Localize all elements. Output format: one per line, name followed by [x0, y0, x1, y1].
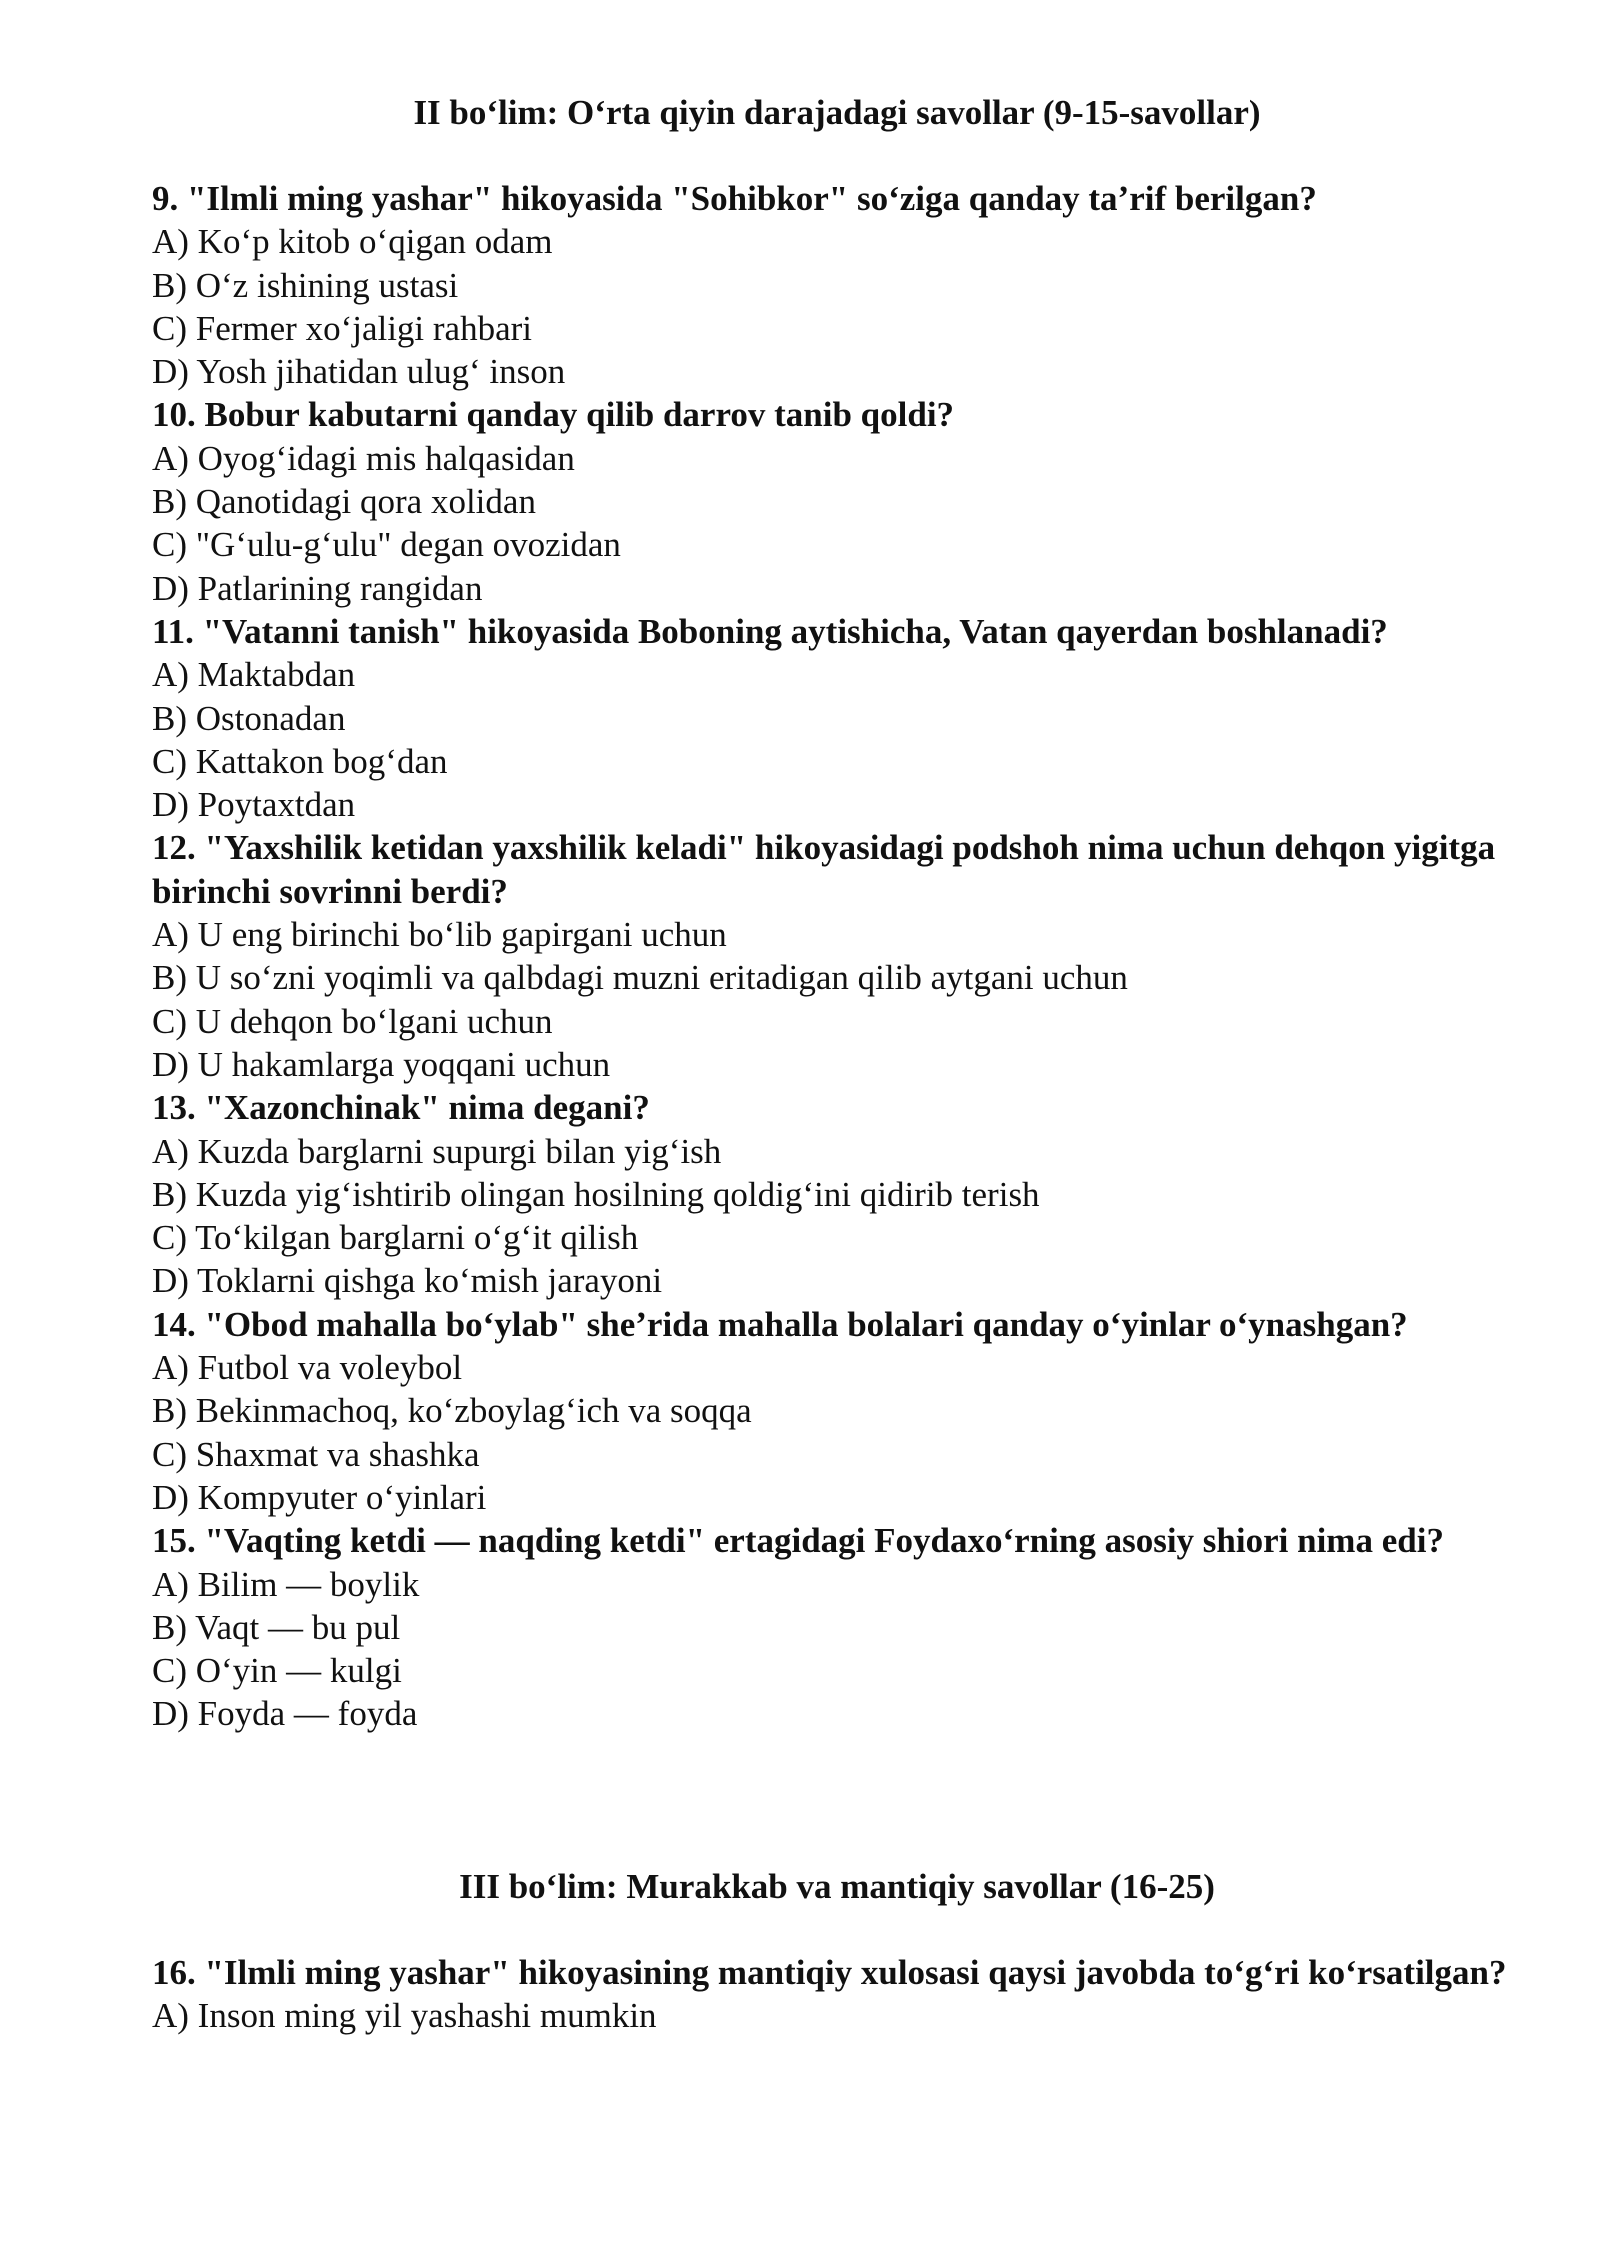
question-12-option-a: A) U eng birinchi boʻlib gapirgani uchun: [152, 915, 727, 955]
question-15: 15. "Vaqting ketdi — naqding ketdi" ertagidagi Foydaxoʻrning asosiy shiori nima edi?: [152, 1521, 1444, 1561]
question-10-option-b: B) Qanotidagi qora xolidan: [152, 482, 536, 522]
question-14-option-c: C) Shaxmat va shashka: [152, 1434, 480, 1474]
question-block-16: [152, 1951, 1522, 2038]
question-12: 12. "Yaxshilik ketidan yaxshilik keladi" hikoyasidagi podshoh nima uchun dehqon yigitga birinchi sovrinni berdi?: [152, 828, 1496, 911]
question-14-option-b: B) Bekinmachoq, koʻzboylagʻich va soqqa: [152, 1391, 752, 1431]
question-15-option-b: B) Vaqt — bu pul: [152, 1607, 401, 1647]
question-10-option-d: D) Patlarining rangidan: [152, 568, 483, 608]
question-9-option-a: A) Koʻp kitob oʻqigan odam: [152, 222, 553, 262]
question-10-option-c: C) "Gʻulu-gʻulu" degan ovozidan: [152, 525, 621, 565]
question-9: 9. "Ilmli ming yashar" hikoyasida "Sohibkor" soʻziga qanday taʼrif berilgan?: [152, 179, 1317, 218]
question-14: 14. "Obod mahalla boʻylab" sheʼrida mahalla bolalari qanday oʻyinlar oʻynashgan?: [152, 1304, 1408, 1344]
question-11-option-d: D) Poytaxtdan: [152, 785, 356, 825]
question-block-15: [152, 1519, 1522, 1735]
question-11-option-c: C) Kattakon bogʻdan: [152, 741, 448, 781]
question-15-option-d: D) Foyda — foyda: [152, 1694, 418, 1734]
question-11-option-b: B) Ostonadan: [152, 698, 346, 738]
question-13: 13. "Xazonchinak" nima degani?: [152, 1088, 650, 1128]
question-block-12: [152, 826, 1522, 1086]
spacer: [152, 1736, 1522, 1865]
question-12-option-d: D) U hakamlarga yoqqani uchun: [152, 1044, 611, 1084]
question-9-option-d: D) Yosh jihatidan ulugʻ inson: [152, 352, 566, 392]
document-content: [152, 91, 1522, 2037]
question-13-option-b: B) Kuzda yigʻishtirib olingan hosilning qoldigʻini qidirib terish: [152, 1174, 1040, 1214]
question-11: 11. "Vatanni tanish" hikoyasida Boboning aytishicha, Vatan qayerdan boshlanadi?: [152, 611, 1388, 651]
question-15-option-c: C) Oʻyin — kulgi: [152, 1651, 402, 1691]
section-3-heading: III boʻlim: Murakkab va mantiqiy savollar (16-25): [459, 1866, 1215, 1906]
question-14-option-a: A) Futbol va voleybol: [152, 1348, 463, 1388]
spacer: [152, 134, 1522, 177]
question-15-option-a: A) Bilim — boylik: [152, 1564, 420, 1604]
spacer: [152, 1908, 1522, 1951]
question-block-11: [152, 610, 1522, 826]
question-9-option-b: B) Oʻz ishining ustasi: [152, 265, 459, 305]
question-block-14: [152, 1303, 1522, 1519]
question-14-option-d: D) Kompyuter oʻyinlari: [152, 1477, 487, 1517]
question-13-option-d: D) Toklarni qishga koʻmish jarayoni: [152, 1261, 663, 1301]
question-11-option-a: A) Maktabdan: [152, 655, 356, 695]
question-block-10: [152, 393, 1522, 609]
question-16-option-a: A) Inson ming yil yashashi mumkin: [152, 1995, 657, 2035]
question-10: 10. Bobur kabutarni qanday qilib darrov tanib qoldi?: [152, 395, 955, 435]
question-13-option-c: C) Toʻkilgan barglarni oʻgʻit qilish: [152, 1218, 639, 1258]
question-13-option-a: A) Kuzda barglarni supurgi bilan yigʻish: [152, 1131, 722, 1171]
question-16: 16. "Ilmli ming yashar" hikoyasining mantiqiy xulosasi qaysi javobda toʻgʻri koʻrsatilgan?: [152, 1952, 1507, 1992]
section-2-heading: II boʻlim: Oʻrta qiyin darajadagi savollar (9-15-savollar): [413, 93, 1261, 132]
question-block-13: [152, 1086, 1522, 1302]
question-12-option-c: C) U dehqon boʻlgani uchun: [152, 1001, 553, 1041]
question-block-9: [152, 177, 1522, 393]
question-10-option-a: A) Oyogʻidagi mis halqasidan: [152, 438, 575, 478]
question-9-option-c: C) Fermer xoʻjaligi rahbari: [152, 308, 533, 348]
question-12-option-b: B) U soʻzni yoqimli va qalbdagi muzni eritadigan qilib aytgani uchun: [152, 958, 1128, 998]
